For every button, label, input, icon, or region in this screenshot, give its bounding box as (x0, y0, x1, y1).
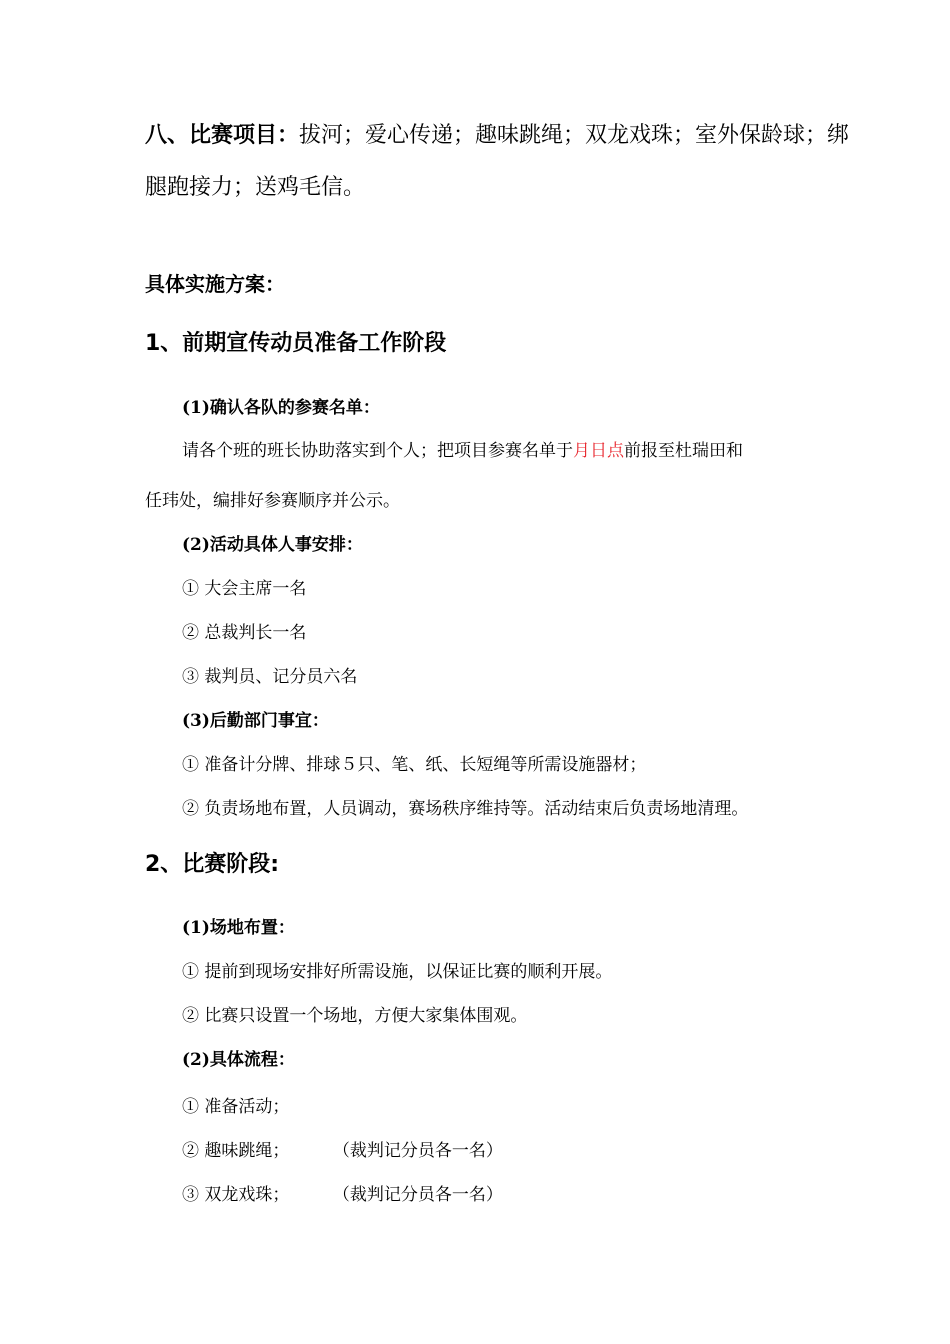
list-item: ① 准备计分牌、排球５只、笔、纸、长短绳等所需设施器材； (182, 755, 647, 775)
stage1-sub1-line2: 任玮处，编排好参赛顺序并公示。 (145, 491, 400, 511)
list-item (182, 1180, 503, 1205)
stage2-sub2-title: (2)具体流程： (182, 1050, 295, 1070)
stage1-sub1-title: (1)确认各队的参赛名单： (182, 398, 380, 418)
list-item (182, 1136, 503, 1161)
section8-heading: 八、比赛项目： (145, 122, 300, 148)
stage1-sub1-line1-after: 前报至杜瑞田和 (624, 441, 743, 461)
list-item: ① 大会主席一名 (182, 579, 307, 599)
flow-item-label: ② 趣味跳绳； (182, 1141, 290, 1161)
flow-item-label: ① 准备活动； (182, 1097, 290, 1117)
stage1-title: 1、前期宣传动员准备工作阶段 (145, 331, 447, 356)
flow-item-note: （裁判记分员各一名） (341, 1185, 503, 1205)
list-item: ③ 裁判员、记分员六名 (182, 667, 358, 687)
list-item: ② 总裁判长一名 (182, 623, 307, 643)
stage1-sub1-line1-before: 请各个班的班长协助落实到个人；把项目参赛名单于 (182, 441, 573, 461)
list-item: ② 比赛只设置一个场地，方便大家集体围观。 (182, 1006, 528, 1026)
stage1-sub1-line1 (182, 436, 743, 461)
deadline-highlight: 月日点 (573, 441, 624, 461)
stage2-title: 2、比赛阶段: (145, 852, 280, 877)
plan-title: 具体实施方案： (145, 272, 285, 296)
list-item (182, 1092, 289, 1117)
stage1-sub3-title: (3)后勤部门事宜： (182, 711, 329, 731)
list-item: ① 提前到现场安排好所需设施，以保证比赛的顺利开展。 (182, 962, 613, 982)
stage1-sub2-title: (2)活动具体人事安排： (182, 535, 363, 555)
list-item: ② 负责场地布置，人员调动，赛场秩序维持等。活动结束后负责场地清理。 (182, 799, 749, 819)
stage2-sub1-title: (1)场地布置： (182, 918, 295, 938)
section8-line1 (145, 118, 849, 149)
section8-text-line2: 腿跑接力；送鸡毛信。 (145, 175, 366, 200)
section8-text-line1: 拔河；爱心传递；趣味跳绳；双龙戏珠；室外保龄球；绑 (299, 123, 850, 148)
flow-item-note: （裁判记分员各一名） (341, 1141, 503, 1161)
flow-item-label: ③ 双龙戏珠； (182, 1185, 290, 1205)
